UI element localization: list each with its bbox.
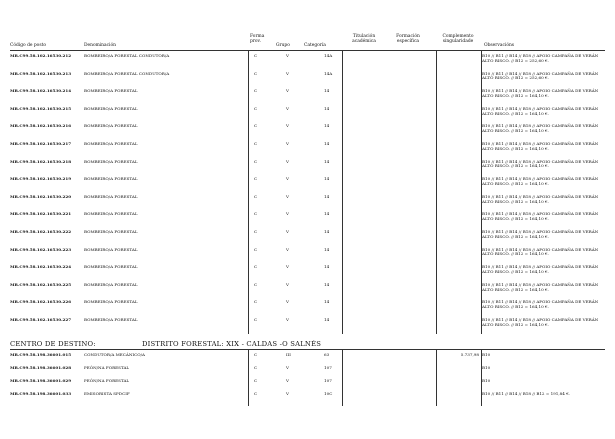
row-code: MR.C99.58.198.36601.028 <box>10 365 72 370</box>
column-divider <box>248 51 249 334</box>
header-rule <box>10 50 605 51</box>
row-denominacion: BOMBEIRO/A FORESTAL <box>84 193 138 199</box>
row-forma: C <box>254 299 258 305</box>
row-denominacion: BOMBEIRO/A FORESTAL <box>84 141 138 146</box>
row-denominacion: PEÓN/NA FORESTAL <box>84 378 130 383</box>
row-code: MR.C99.58.102.16530.215 <box>10 105 72 111</box>
row-code: MR.C99.58.102.16530.222 <box>10 229 72 234</box>
section-rule <box>10 349 605 350</box>
row-grupo: V <box>286 70 289 76</box>
row-categoria: 107 <box>324 378 332 383</box>
table-row <box>0 212 615 230</box>
table-row <box>0 142 615 160</box>
column-divider <box>436 350 437 406</box>
row-grupo: V <box>286 211 289 217</box>
row-categoria: 14 <box>324 211 330 217</box>
table-row <box>0 195 615 213</box>
row-categoria: 63 <box>324 352 330 357</box>
row-observacions: B10 // B11 // B14 // B18 // APOIO CAMPAÑA DE VERÁN ALTO RISCO. // B12 = 164,10 €. <box>482 193 599 204</box>
row-grupo: V <box>286 229 289 234</box>
row-denominacion: BOMBEIRO/A FORESTAL <box>84 246 138 252</box>
row-code: MR.C99.58.198.36601.033 <box>10 391 72 396</box>
table-row <box>0 300 615 318</box>
row-forma: C <box>254 264 258 270</box>
header-titulacion: Titulación académica <box>352 34 376 44</box>
row-code: MR.C99.58.198.36601.029 <box>10 378 72 383</box>
row-grupo: V <box>286 281 289 287</box>
row-categoria: 107 <box>324 365 332 370</box>
row-categoria: 14 <box>324 317 330 322</box>
section-title: DISTRITO FORESTAL: XIX - CALDAS -O SALNÉS <box>142 340 322 348</box>
column-divider <box>481 51 482 334</box>
table-row <box>0 160 615 178</box>
column-divider <box>248 350 249 406</box>
row-code: MR.C99.58.102.16530.217 <box>10 141 72 146</box>
row-observacions: B10 // B11 // B14 // B18 // APOIO CAMPAÑA DE VERÁN ALTO RISCO. // B12 = 164,10 €. <box>482 264 599 274</box>
row-grupo: V <box>286 299 289 305</box>
row-categoria: 14 <box>324 105 330 111</box>
row-code: MR.C99.58.102.16530.220 <box>10 193 72 199</box>
row-denominacion: PEÓN/NA FORESTAL <box>84 365 130 370</box>
row-categoria: 14 <box>324 281 330 287</box>
row-grupo: V <box>286 264 289 270</box>
row-grupo: V <box>286 176 289 182</box>
row-observacions: B10 // B11 // B14 // B18 // APOIO CAMPAÑA DE VERÁN ALTO RISCO. // B12 = 164,10 €. <box>482 281 599 292</box>
row-grupo: V <box>286 141 289 146</box>
row-observacions: B10 // B11 // B14 // B18 // APOIO CAMPAÑA DE VERÁN ALTO RISCO. // B12 = 164,10 €. <box>482 158 599 169</box>
row-code: MR.C99.58.102.16530.214 <box>10 88 72 94</box>
table-row <box>0 177 615 195</box>
row-forma: C <box>254 352 258 357</box>
table-row <box>0 89 615 107</box>
row-forma: C <box>254 246 258 252</box>
row-forma: C <box>254 105 258 111</box>
table-row <box>0 318 615 336</box>
row-observacions: B10 // B11 // B14 // B18 // APOIO CAMPAÑA DE VERÁN ALTO RISCO. // B12 = 252,60 €. <box>482 70 599 81</box>
row-observacions: B10 // B11 // B14 // B18 // APOIO CAMPAÑA DE VERÁN ALTO RISCO. // B12 = 252,60 €. <box>482 53 599 63</box>
row-categoria: 14 <box>324 123 330 129</box>
row-categoria: 14 <box>324 158 330 164</box>
row-code: MR.C99.58.102.16530.225 <box>10 281 72 287</box>
row-denominacion: BOMBEIRO/A FORESTAL <box>84 88 138 94</box>
row-observacions: B10 // B11 // B14 // B18 // APOIO CAMPAÑA DE VERÁN ALTO RISCO. // B12 = 164,10 €. <box>482 176 599 186</box>
row-grupo: V <box>286 378 289 383</box>
row-denominacion: BOMBEIRO/A FORESTAL <box>84 229 138 234</box>
row-denominacion: BOMBEIRO/A FORESTAL <box>84 123 138 129</box>
row-categoria: 14A <box>324 70 333 76</box>
row-denominacion: BOMBEIRO/A FORESTAL CONDUTOR/A <box>84 53 170 58</box>
row-observacions: B10 <box>482 378 491 383</box>
table-row <box>0 107 615 125</box>
row-forma: C <box>254 53 258 58</box>
row-code: MR.C99.58.102.16530.221 <box>10 211 72 217</box>
row-forma: C <box>254 391 258 396</box>
row-categoria: 14 <box>324 193 330 199</box>
row-observacions: B10 // B11 // B14 // B18 // APOIO CAMPAÑA DE VERÁN ALTO RISCO. // B12 = 164,10 €. <box>482 88 599 98</box>
row-observacions: B10 <box>482 365 491 370</box>
row-code: MR.C99.58.102.16530.212 <box>10 53 72 58</box>
row-categoria: 14 <box>324 299 330 305</box>
row-grupo: V <box>286 88 289 94</box>
table-row <box>0 392 615 410</box>
row-code: MR.C99.58.102.16530.226 <box>10 299 72 305</box>
table-row <box>0 72 615 90</box>
row-observacions: B10 // B11 // B14 // B18 // APOIO CAMPAÑA DE VERÁN ALTO RISCO. // B12 = 164,10 €. <box>482 246 599 257</box>
row-denominacion: BOMBEIRO/A FORESTAL <box>84 264 138 270</box>
row-code: MR.C99.58.102.16530.218 <box>10 158 72 164</box>
row-code: MR.C99.58.198.36601.015 <box>10 352 72 357</box>
row-observacions: B10 // B11 // B14 // B18 // APOIO CAMPAÑA DE VERÁN ALTO RISCO. // B12 = 164,10 €. <box>482 229 599 239</box>
header-formacion: Formación específica <box>396 34 420 44</box>
row-grupo: V <box>286 391 289 396</box>
row-observacions: B10 // B11 // B14 // B18 // APOIO CAMPAÑA DE VERÁN ALTO RISCO. // B12 = 164,10 €. <box>482 105 599 116</box>
row-grupo: V <box>286 193 289 199</box>
header-denominacion: Denominación <box>84 43 116 48</box>
header-categoria: Categoría <box>304 43 326 48</box>
row-categoria: 14 <box>324 176 330 182</box>
row-code: MR.C99.58.102.16530.216 <box>10 123 72 129</box>
row-denominacion: CONDUTOR/A MECÁNICO/A <box>84 352 145 357</box>
header-grupo: Grupo <box>276 43 290 48</box>
table-row <box>0 54 615 72</box>
table-row <box>0 265 615 283</box>
table-row <box>0 124 615 142</box>
row-observacions: B10 // B11 // B14 // B18 // APOIO CAMPAÑA DE VERÁN ALTO RISCO. // B12 = 164,10 €. <box>482 299 599 310</box>
row-forma: C <box>254 281 258 287</box>
row-forma: C <box>254 70 258 76</box>
row-forma: C <box>254 141 258 146</box>
row-grupo: V <box>286 105 289 111</box>
row-categoria: 14 <box>324 246 330 252</box>
row-code: MR.C99.58.102.16530.227 <box>10 317 72 322</box>
row-observacions: B10 // B11 // B14 // B18 // APOIO CAMPAÑA DE VERÁN ALTO RISCO. // B12 = 164,10 €. <box>482 317 599 327</box>
row-denominacion: BOMBEIRO/A FORESTAL <box>84 211 138 217</box>
row-grupo: V <box>286 123 289 129</box>
table-row <box>0 248 615 266</box>
row-grupo: V <box>286 246 289 252</box>
row-observacions: B10 <box>482 352 491 357</box>
row-denominacion: EMISORISTA SPDCIF <box>84 391 130 396</box>
row-forma: C <box>254 176 258 182</box>
row-forma: C <box>254 229 258 234</box>
row-denominacion: BOMBEIRO/A FORESTAL CONDUTOR/A <box>84 70 170 76</box>
header-forma: Forma prov. <box>250 34 265 44</box>
row-denominacion: BOMBEIRO/A FORESTAL <box>84 158 138 164</box>
row-categoria: 14 <box>324 264 330 270</box>
row-forma: C <box>254 193 258 199</box>
row-categoria: 10C <box>324 391 333 396</box>
row-categoria: 14 <box>324 88 330 94</box>
row-complemento: 5.737,98 <box>460 352 479 357</box>
row-grupo: V <box>286 317 289 322</box>
row-observacions: B10 // B11 // B14 // B18 // APOIO CAMPAÑA DE VERÁN ALTO RISCO. // B12 = 164,10 €. <box>482 141 599 151</box>
row-grupo: V <box>286 365 289 370</box>
row-forma: C <box>254 88 258 94</box>
row-forma: C <box>254 123 258 129</box>
row-observacions: B10 // B11 // B14 // B18 // B12 = 191,84 €. <box>482 391 571 396</box>
row-denominacion: BOMBEIRO/A FORESTAL <box>84 317 138 322</box>
row-grupo: III <box>286 352 291 357</box>
row-forma: C <box>254 317 258 322</box>
row-grupo: V <box>286 158 289 164</box>
row-observacions: B10 // B11 // B14 // B18 // APOIO CAMPAÑA DE VERÁN ALTO RISCO. // B12 = 164,10 €. <box>482 211 599 222</box>
header-complemento: Complemento singularidade <box>442 34 474 44</box>
row-code: MR.C99.58.102.16530.223 <box>10 246 72 252</box>
section-label: CENTRO DE DESTINO: <box>10 340 96 348</box>
row-forma: C <box>254 158 258 164</box>
row-observacions: B10 // B11 // B14 // B18 // APOIO CAMPAÑA DE VERÁN ALTO RISCO. // B12 = 164,10 €. <box>482 123 599 134</box>
header-codigo: Código de posto <box>10 43 46 48</box>
row-grupo: V <box>286 53 289 58</box>
row-forma: C <box>254 365 258 370</box>
table-row <box>0 283 615 301</box>
row-code: MR.C99.58.102.16530.219 <box>10 176 72 182</box>
column-divider <box>342 350 343 406</box>
column-divider <box>436 51 437 334</box>
row-categoria: 14 <box>324 141 330 146</box>
column-divider <box>481 350 482 406</box>
row-categoria: 14A <box>324 53 333 58</box>
row-denominacion: BOMBEIRO/A FORESTAL <box>84 281 138 287</box>
row-code: MR.C99.58.102.16530.224 <box>10 264 72 270</box>
table-row <box>0 230 615 248</box>
row-categoria: 14 <box>324 229 330 234</box>
row-denominacion: BOMBEIRO/A FORESTAL <box>84 176 138 182</box>
row-code: MR.C99.58.102.16530.213 <box>10 70 72 76</box>
header-observacions: Observacións <box>484 43 515 48</box>
row-forma: C <box>254 211 258 217</box>
row-denominacion: BOMBEIRO/A FORESTAL <box>84 299 138 305</box>
column-divider <box>342 51 343 334</box>
row-denominacion: BOMBEIRO/A FORESTAL <box>84 105 138 111</box>
row-forma: C <box>254 378 258 383</box>
